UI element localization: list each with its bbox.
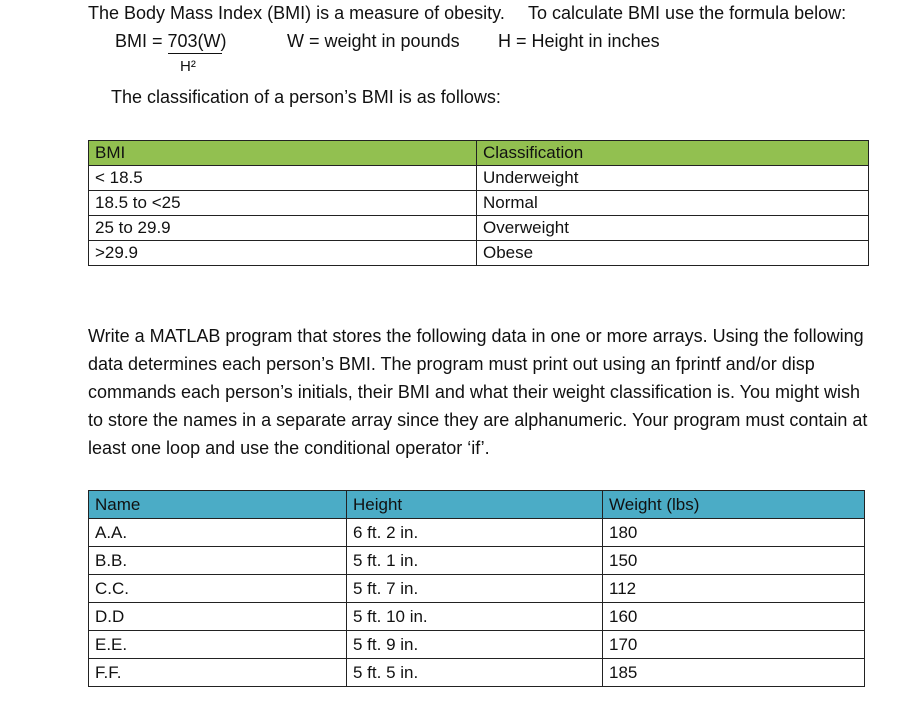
person-initials: A.A.	[89, 519, 347, 547]
formula-denominator: H²	[180, 58, 196, 75]
intro-text-2: To calculate BMI use the formula below:	[528, 3, 847, 23]
classification: Underweight	[477, 166, 869, 191]
classification: Overweight	[477, 216, 869, 241]
intro-text: The Body Mass Index (BMI) is a measure of obesity.	[88, 3, 505, 23]
weight-definition: W = weight in pounds	[287, 31, 460, 51]
header-height: Height	[347, 491, 603, 519]
person-height: 6 ft. 2 in.	[347, 519, 603, 547]
header-weight: Weight (lbs)	[603, 491, 865, 519]
person-initials: D.D	[89, 603, 347, 631]
person-weight: 112	[603, 575, 865, 603]
classification: Obese	[477, 241, 869, 266]
person-data-table	[88, 490, 865, 687]
person-weight: 150	[603, 547, 865, 575]
classification-intro: The classification of a person’s BMI is as follows:	[111, 87, 501, 107]
formula-numerator: BMI = 703(W)	[115, 31, 227, 51]
table-row	[89, 241, 869, 266]
table-row	[89, 603, 865, 631]
person-initials: B.B.	[89, 547, 347, 575]
table-header-row	[89, 141, 869, 166]
person-weight: 185	[603, 659, 865, 687]
person-initials: E.E.	[89, 631, 347, 659]
person-height: 5 ft. 9 in.	[347, 631, 603, 659]
table-row	[89, 659, 865, 687]
bmi-range: >29.9	[89, 241, 477, 266]
bmi-range: 25 to 29.9	[89, 216, 477, 241]
header-classification: Classification	[477, 141, 869, 166]
person-weight: 170	[603, 631, 865, 659]
table-row	[89, 166, 869, 191]
bmi-classification-table	[88, 140, 869, 266]
header-bmi: BMI	[89, 141, 477, 166]
table-row	[89, 547, 865, 575]
person-initials: F.F.	[89, 659, 347, 687]
table-row	[89, 631, 865, 659]
person-height: 5 ft. 10 in.	[347, 603, 603, 631]
person-height: 5 ft. 5 in.	[347, 659, 603, 687]
person-weight: 160	[603, 603, 865, 631]
table-row	[89, 216, 869, 241]
bmi-range: 18.5 to <25	[89, 191, 477, 216]
classification: Normal	[477, 191, 869, 216]
instructions-paragraph: Write a MATLAB program that stores the following data in one or more arrays. Using the following data determines each person’s BMI. The program must print out using an fprintf and/or disp commands each person’s initials, their BMI and what their weight classification is. You might wish to store the names in a separate array since they are alphanumeric. Your program must contain at least one loop and use the conditional operator ‘if’.	[88, 326, 868, 458]
person-initials: C.C.	[89, 575, 347, 603]
table-row	[89, 519, 865, 547]
bmi-range: < 18.5	[89, 166, 477, 191]
table-header-row	[89, 491, 865, 519]
header-name: Name	[89, 491, 347, 519]
table-row	[89, 575, 865, 603]
person-height: 5 ft. 1 in.	[347, 547, 603, 575]
fraction-bar	[168, 53, 222, 54]
person-height: 5 ft. 7 in.	[347, 575, 603, 603]
height-definition: H = Height in inches	[498, 31, 660, 51]
table-row	[89, 191, 869, 216]
person-weight: 180	[603, 519, 865, 547]
